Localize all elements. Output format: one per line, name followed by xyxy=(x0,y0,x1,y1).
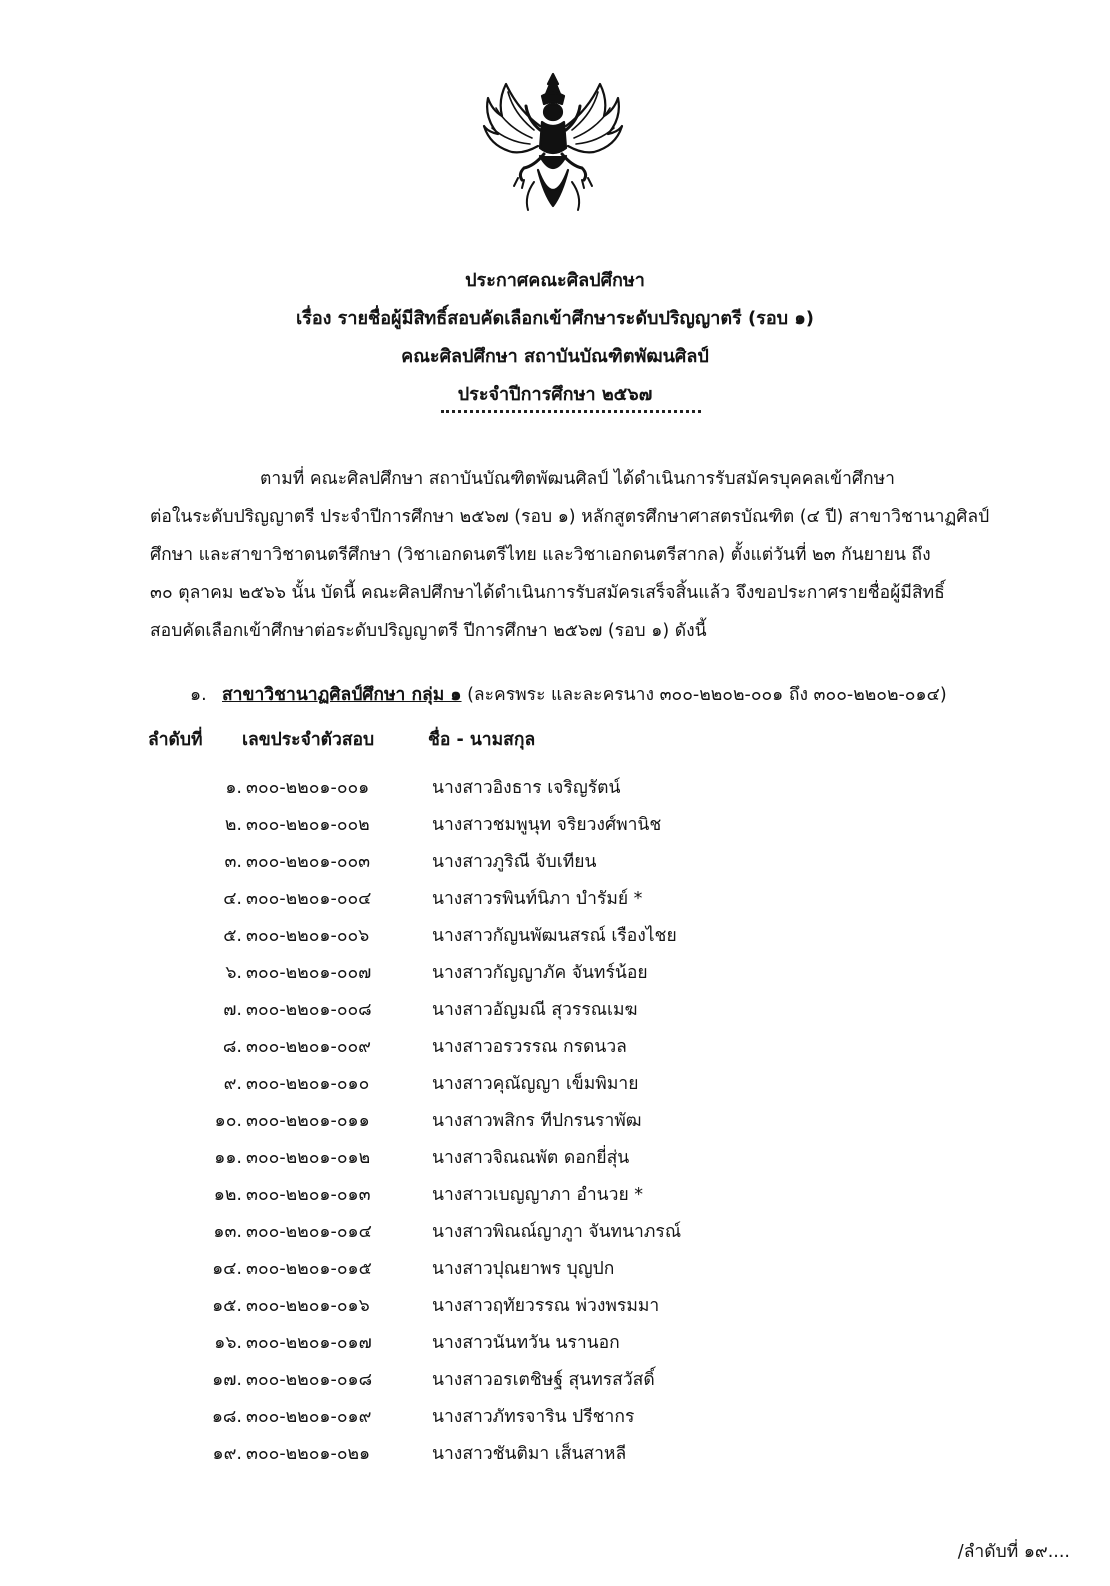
row-exam-id: ๓๐๐-๒๒๐๑-๐๑๘ xyxy=(246,1370,373,1390)
header-id: เลขประจำตัวสอบ xyxy=(242,730,375,750)
row-full-name: นางสาวภัทรจาริน ปรีชากร xyxy=(432,1407,635,1427)
table-row xyxy=(148,1177,681,1214)
row-exam-id: ๓๐๐-๒๒๐๑-๐๑๓ xyxy=(246,1185,371,1205)
table-row xyxy=(148,992,681,1029)
table-row xyxy=(148,1140,681,1177)
table-row xyxy=(148,1214,681,1251)
row-exam-id: ๓๐๐-๒๒๐๑-๐๑๗ xyxy=(246,1333,372,1353)
page-continuation: /ลำดับที่ ๑๙.... xyxy=(957,1542,1070,1562)
row-full-name: นางสาวอรวรรณ กรดนวล xyxy=(432,1037,627,1057)
row-full-name: นางสาวชันติมา เส็นสาหลี xyxy=(432,1444,627,1464)
row-full-name: นางสาวกัญญาภัค จันทร์น้อย xyxy=(432,963,648,983)
table-row xyxy=(148,844,681,881)
table-row xyxy=(148,881,681,918)
row-full-name: นางสาวจิณณพัต ดอกยี่สุ่น xyxy=(432,1148,630,1168)
row-number: ๑๘. xyxy=(211,1407,242,1427)
row-full-name: นางสาวภูริณี จับเทียน xyxy=(432,852,597,872)
row-full-name: นางสาวฤทัยวรรณ พ่วงพรมมา xyxy=(432,1296,660,1316)
row-exam-id: ๓๐๐-๒๒๐๑-๐๑๙ xyxy=(246,1407,372,1427)
title-line-4: ประจำปีการศึกษา ๒๕๖๗ xyxy=(457,384,653,405)
section-heading xyxy=(190,680,947,708)
row-number: ๑๙. xyxy=(212,1444,242,1464)
row-exam-id: ๓๐๐-๒๒๐๑-๐๑๑ xyxy=(246,1111,370,1131)
paragraph-line: ศึกษา และสาขาวิชาดนตรีศึกษา (วิชาเอกดนตรีไทย และวิชาเอกดนตรีสากล) ตั้งแต่วันที่ ๒๓ กันยายน ถึง xyxy=(150,545,931,565)
announcement-title xyxy=(0,262,1110,414)
paragraph-line: ต่อในระดับปริญญาตรี ประจำปีการศึกษา ๒๕๖๗ (รอบ ๑) หลักสูตรศึกษาศาสตรบัณฑิต (๔ ปี) สาขาวิชานาฏศิลป์ xyxy=(150,507,990,527)
row-full-name: นางสาวปุณยาพร บุญปก xyxy=(432,1259,615,1279)
row-exam-id: ๓๐๐-๒๒๐๑-๐๐๖ xyxy=(246,926,370,946)
table-row xyxy=(148,1288,681,1325)
row-number: ๖. xyxy=(225,963,242,983)
body-paragraph xyxy=(150,460,1010,650)
row-number: ๑๕. xyxy=(212,1296,242,1316)
row-exam-id: ๓๐๐-๒๒๐๑-๐๑๒ xyxy=(246,1148,371,1168)
table-row xyxy=(148,1251,681,1288)
row-exam-id: ๓๐๐-๒๒๐๑-๐๐๑ xyxy=(246,778,370,798)
table-row xyxy=(148,807,681,844)
row-number: ๑๖. xyxy=(214,1333,242,1353)
row-full-name: นางสาวอรเตชิษฐ์ สุนทรสวัสดิ์ xyxy=(432,1370,655,1390)
row-number: ๑๐. xyxy=(214,1111,242,1131)
title-line-2: เรื่อง รายชื่อผู้มีสิทธิ์สอบคัดเลือกเข้าศึกษาระดับปริญญาตรี (รอบ ๑) xyxy=(296,308,814,329)
row-full-name: นางสาวเบญญาภา อำนวย * xyxy=(432,1185,644,1205)
row-exam-id: ๓๐๐-๒๒๐๑-๐๑๕ xyxy=(246,1259,372,1279)
row-number: ๑๓. xyxy=(213,1222,242,1242)
row-full-name: นางสาวนันทวัน นรานอก xyxy=(432,1333,620,1353)
row-full-name: นางสาวคุณัญญา เข็มพิมาย xyxy=(432,1074,639,1094)
table-row xyxy=(148,1103,681,1140)
row-number: ๔. xyxy=(223,889,242,909)
paragraph-line: ตามที่ คณะศิลปศึกษา สถาบันบัณฑิตพัฒนศิลป์ ได้ดำเนินการรับสมัครบุคคลเข้าศึกษา xyxy=(260,469,895,489)
row-full-name: นางสาวอิงธาร เจริญรัตน์ xyxy=(432,778,621,798)
row-exam-id: ๓๐๐-๒๒๐๑-๐๐๒ xyxy=(246,815,370,835)
row-number: ๑๒. xyxy=(213,1185,242,1205)
table-header xyxy=(148,726,681,770)
table-row xyxy=(148,1362,681,1399)
row-number: ๑๑. xyxy=(214,1148,242,1168)
row-full-name: นางสาวพิณณ์ญาภูา จันทนาภรณ์ xyxy=(432,1222,682,1242)
row-exam-id: ๓๐๐-๒๒๐๑-๐๑๖ xyxy=(246,1296,370,1316)
row-exam-id: ๓๐๐-๒๒๐๑-๐๐๘ xyxy=(246,1000,372,1020)
paragraph-line: สอบคัดเลือกเข้าศึกษาต่อระดับปริญญาตรี ปีการศึกษา ๒๕๖๗ (รอบ ๑) ดังนี้ xyxy=(150,621,707,641)
title-line-3: คณะศิลปศึกษา สถาบันบัณฑิตพัฒนศิลป์ xyxy=(401,346,709,367)
row-full-name: นางสาวชมพูนุท จริยวงศ์พานิช xyxy=(432,815,662,835)
table-row xyxy=(148,918,681,955)
paragraph-line: ๓๐ ตุลาคม ๒๕๖๖ นั้น บัดนี้ คณะศิลปศึกษาได้ดำเนินการรับสมัครเสร็จสิ้นแล้ว จึงขอประกาศรายชื่อผู้มีสิทธิ์ xyxy=(150,583,945,603)
table-row xyxy=(148,1436,681,1473)
row-full-name: นางสาวรพินท์นิภา บำรัมย์ * xyxy=(432,889,643,909)
table-row xyxy=(148,770,681,807)
table-body xyxy=(148,770,681,1473)
section-detail: (ละครพระ และละครนาง ๓๐๐-๒๒๐๒-๐๐๑ ถึง ๓๐๐-๒๒๐๒-๐๑๔) xyxy=(461,685,947,705)
row-number: ๑๗. xyxy=(212,1370,242,1390)
header-no: ลำดับที่ xyxy=(148,730,203,750)
table-row xyxy=(148,1029,681,1066)
table-row xyxy=(148,955,681,992)
row-number: ๗. xyxy=(223,1000,242,1020)
section-title: สาขาวิชานาฏศิลป์ศึกษา กลุ่ม ๑ xyxy=(222,685,462,705)
dotted-divider xyxy=(441,410,701,413)
row-number: ๑. xyxy=(225,778,242,798)
row-exam-id: ๓๐๐-๒๒๐๑-๐๒๑ xyxy=(246,1444,371,1464)
row-full-name: นางสาวพสิกร ทีปกรนราพัฒ xyxy=(432,1111,642,1131)
row-number: ๕. xyxy=(223,926,242,946)
header-name: ชื่อ - นามสกุล xyxy=(428,730,536,750)
table-row xyxy=(148,1066,681,1103)
row-exam-id: ๓๐๐-๒๒๐๑-๐๐๗ xyxy=(246,963,372,983)
row-number: ๑๔. xyxy=(212,1259,242,1279)
row-full-name: นางสาวอัญมณี สุวรรณเมฆ xyxy=(432,1000,638,1020)
row-number: ๓. xyxy=(224,852,242,872)
section-number: ๑. xyxy=(190,685,207,705)
title-line-1: ประกาศคณะศิลปศึกษา xyxy=(465,270,645,291)
row-exam-id: ๓๐๐-๒๒๐๑-๐๑๔ xyxy=(246,1222,372,1242)
row-exam-id: ๓๐๐-๒๒๐๑-๐๑๐ xyxy=(246,1074,370,1094)
row-exam-id: ๓๐๐-๒๒๐๑-๐๐๔ xyxy=(246,889,372,909)
table-row xyxy=(148,1325,681,1362)
row-exam-id: ๓๐๐-๒๒๐๑-๐๐๓ xyxy=(246,852,371,872)
candidate-table xyxy=(148,726,681,1473)
garuda-emblem-icon xyxy=(478,70,628,220)
row-number: ๙. xyxy=(223,1074,242,1094)
row-number: ๘. xyxy=(222,1037,242,1057)
table-row xyxy=(148,1399,681,1436)
row-number: ๒. xyxy=(224,815,242,835)
row-exam-id: ๓๐๐-๒๒๐๑-๐๐๙ xyxy=(246,1037,371,1057)
row-full-name: นางสาวกัญนพัฒนสรณ์ เรืองไชย xyxy=(432,926,677,946)
